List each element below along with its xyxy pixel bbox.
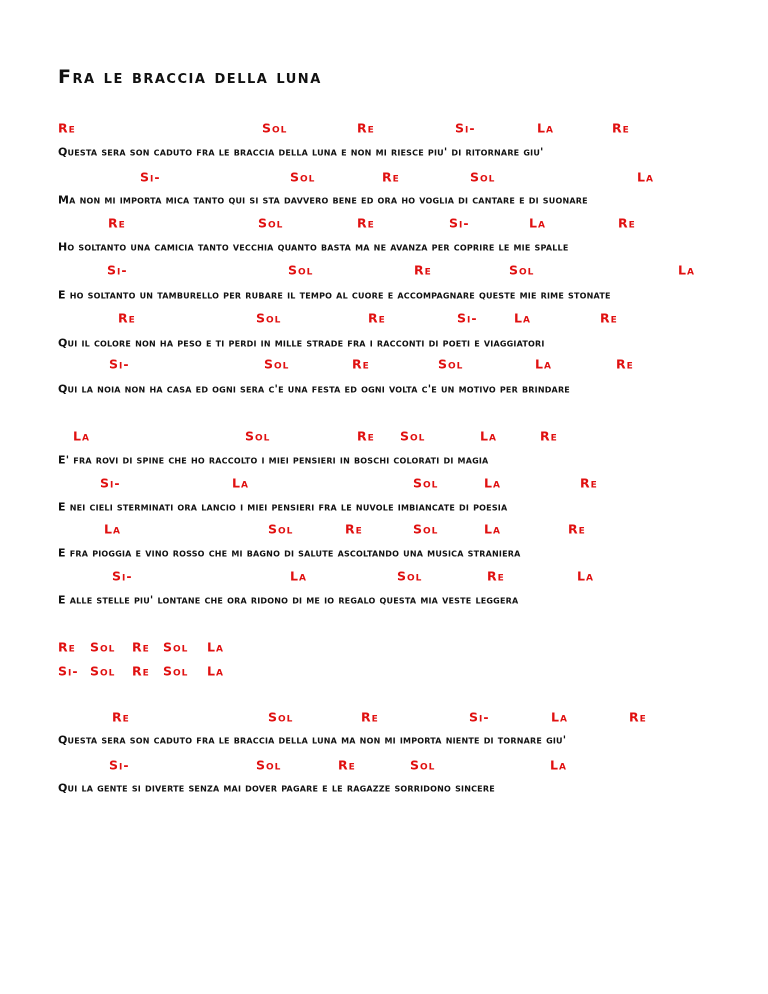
chord-label: Re <box>108 215 126 231</box>
lyric-line: E ho soltanto un tamburello per rubare il tempo al cuore e accompagnare queste mie rime stonate <box>58 288 611 302</box>
chord-label: Sol <box>256 757 282 773</box>
chord-label: Re <box>618 215 636 231</box>
chord-label: Sol <box>256 310 282 326</box>
lyric-line: Questa sera son caduto fra le braccia della luna e non mi riesce piu' di ritornare giu' <box>58 145 544 159</box>
chord-label: Re <box>58 639 76 655</box>
chord-label: La <box>73 428 90 444</box>
lyric-line: E fra pioggia e vino rosso che mi bagno di salute ascoltando una musica straniera <box>58 546 521 560</box>
chord-label: Sol <box>268 521 294 537</box>
chord-label: La <box>551 709 568 725</box>
lyric-line: E alle stelle piu' lontane che ora ridono di me io regalo questa mia veste leggera <box>58 593 519 607</box>
chord-label: La <box>480 428 497 444</box>
chord-label: Sol <box>90 663 116 679</box>
chord-label: Sol <box>509 262 535 278</box>
chord-label: Re <box>616 356 634 372</box>
chord-label: Re <box>600 310 618 326</box>
chord-label: La <box>514 310 531 326</box>
chord-label: Re <box>361 709 379 725</box>
chord-label: Si- <box>109 356 130 372</box>
chord-label: Sol <box>413 475 439 491</box>
chord-label: Sol <box>288 262 314 278</box>
chord-label: Re <box>629 709 647 725</box>
chord-label: Si- <box>457 310 478 326</box>
chord-label: Sol <box>258 215 284 231</box>
chord-label: Si- <box>140 169 161 185</box>
lyric-line: Qui il colore non ha peso e ti perdi in mille strade fra i racconti di poeti e viaggiatori <box>58 336 545 350</box>
chord-label: Re <box>112 709 130 725</box>
chord-label: Sol <box>262 120 288 136</box>
lyric-line: Qui la noia non ha casa ed ogni sera c'e una festa ed ogni volta c'e un motivo per brindare <box>58 382 570 396</box>
chord-label: Si- <box>455 120 476 136</box>
chord-label: La <box>207 639 224 655</box>
chord-label: Si- <box>107 262 128 278</box>
song-title: Fra le braccia della luna <box>58 66 322 88</box>
chord-label: La <box>537 120 554 136</box>
chord-label: La <box>529 215 546 231</box>
chord-label: Re <box>345 521 363 537</box>
chord-label: Re <box>357 215 375 231</box>
chord-label: Sol <box>264 356 290 372</box>
chord-label: La <box>484 521 501 537</box>
chord-label: Re <box>338 757 356 773</box>
chord-label: Re <box>382 169 400 185</box>
chord-label: Re <box>352 356 370 372</box>
chord-label: La <box>535 356 552 372</box>
lyric-line: Ma non mi importa mica tanto qui si sta davvero bene ed ora ho voglia di cantare e di suonare <box>58 193 588 207</box>
chord-label: Re <box>132 639 150 655</box>
chord-label: Si- <box>469 709 490 725</box>
chord-label: Sol <box>163 639 189 655</box>
chord-label: La <box>484 475 501 491</box>
chord-label: La <box>678 262 695 278</box>
chord-label: La <box>550 757 567 773</box>
chord-label: Sol <box>410 757 436 773</box>
chord-label: Si- <box>100 475 121 491</box>
chord-label: Sol <box>413 521 439 537</box>
chord-label: Sol <box>90 639 116 655</box>
chord-label: Re <box>368 310 386 326</box>
lyric-line: Qui la gente si diverte senza mai dover pagare e le ragazze sorridono sincere <box>58 781 495 795</box>
chord-label: Si- <box>449 215 470 231</box>
chord-label: Sol <box>163 663 189 679</box>
chord-label: Sol <box>397 568 423 584</box>
chord-label: La <box>232 475 249 491</box>
chord-label: Sol <box>290 169 316 185</box>
chord-label: Re <box>568 521 586 537</box>
chord-label: Re <box>580 475 598 491</box>
chord-label: Re <box>118 310 136 326</box>
chord-label: Si- <box>109 757 130 773</box>
chord-label: Re <box>612 120 630 136</box>
chord-label: La <box>290 568 307 584</box>
chord-label: Si- <box>112 568 133 584</box>
lyric-line: Ho soltanto una camicia tanto vecchia quanto basta ma ne avanza per coprire le mie spalle <box>58 240 569 254</box>
chord-label: Si- <box>58 663 79 679</box>
chord-label: La <box>577 568 594 584</box>
chord-label: Re <box>132 663 150 679</box>
chord-label: Sol <box>470 169 496 185</box>
chord-label: Re <box>414 262 432 278</box>
lyric-line: E nei cieli sterminati ora lancio i miei pensieri fra le nuvole imbiancate di poesia <box>58 500 508 514</box>
chord-label: La <box>207 663 224 679</box>
chord-label: Re <box>540 428 558 444</box>
chord-label: Sol <box>400 428 426 444</box>
chord-label: Sol <box>268 709 294 725</box>
chord-label: La <box>637 169 654 185</box>
chord-label: La <box>104 521 121 537</box>
chord-label: Sol <box>245 428 271 444</box>
lyric-line: Questa sera son caduto fra le braccia della luna ma non mi importa niente di tornare giu' <box>58 733 567 747</box>
chord-label: Sol <box>438 356 464 372</box>
lyric-line: E' fra rovi di spine che ho raccolto i miei pensieri in boschi colorati di magia <box>58 453 489 467</box>
chord-label: Re <box>58 120 76 136</box>
chord-label: Re <box>487 568 505 584</box>
chord-label: Re <box>357 120 375 136</box>
chord-label: Re <box>357 428 375 444</box>
